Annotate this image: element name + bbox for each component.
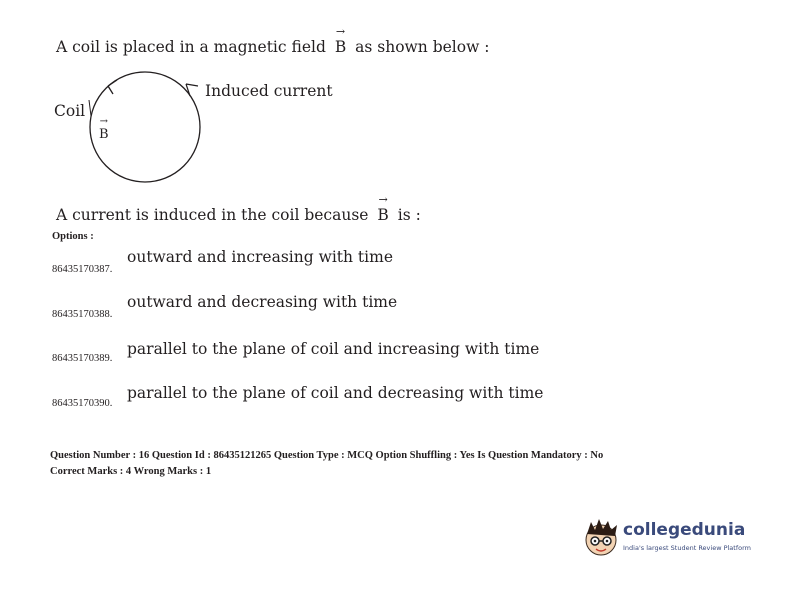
option-text[interactable]: outward and increasing with time	[127, 248, 393, 266]
field-b-label: → B	[99, 116, 109, 142]
question-stem-text: A current is induced in the coil because	[56, 206, 369, 224]
induced-current-arrow	[186, 84, 198, 96]
vector-arrow-icon: →	[99, 116, 108, 127]
collegedunia-logo	[583, 516, 753, 564]
question-meta: Question Number : 16 Question Id : 86435121265 Question Type : MCQ Option Shuffling : Yes Is Question Mandatory : No	[50, 450, 604, 461]
induced-current-label: Induced current	[205, 82, 333, 100]
option-id: 86435170388.	[52, 309, 113, 320]
coil-leader-line	[89, 100, 91, 116]
coil-label: Coil	[54, 102, 86, 120]
field-vector-symbol: → B	[377, 193, 389, 224]
option-id: 86435170390.	[52, 398, 113, 409]
question-stem	[56, 193, 421, 224]
field-vector-symbol: → B	[334, 25, 347, 56]
question-marks: Correct Marks : 4 Wrong Marks : 1	[50, 466, 212, 477]
vector-arrow-icon: →	[378, 193, 388, 206]
option-text[interactable]: parallel to the plane of coil and increasing with time	[127, 340, 540, 358]
option-text[interactable]: outward and decreasing with time	[127, 293, 398, 311]
coil-circle	[90, 72, 200, 182]
mascot-icon	[583, 516, 621, 564]
coil-arrow-head-left	[108, 80, 117, 94]
option-id: 86435170387.	[52, 264, 113, 275]
brand-name: collegedunia	[623, 520, 746, 540]
options-label: Options :	[52, 231, 94, 242]
vector-arrow-icon: →	[335, 25, 346, 38]
question-stem-tail: is :	[397, 206, 421, 224]
option-id: 86435170389.	[52, 353, 113, 364]
question-intro-text: A coil is placed in a magnetic field	[56, 38, 326, 56]
question-intro	[56, 25, 490, 56]
option-text[interactable]: parallel to the plane of coil and decreasing with time	[127, 384, 544, 402]
question-intro-tail: as shown below :	[355, 38, 490, 56]
brand-tagline: India's largest Student Review Platform	[623, 544, 751, 552]
